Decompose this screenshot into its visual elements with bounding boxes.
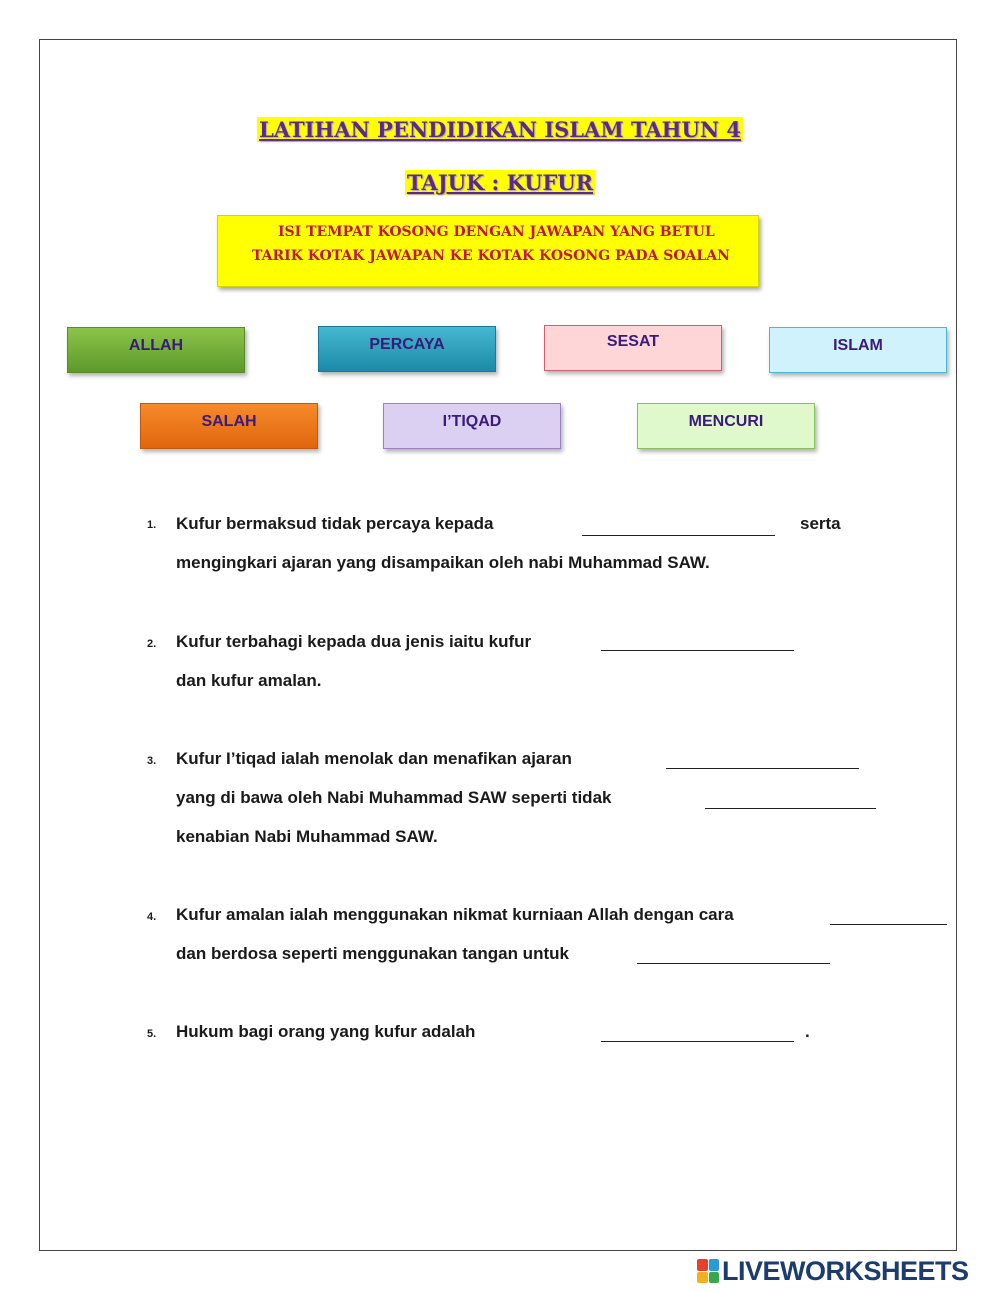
answer-chip-itiqad[interactable]: I’TIQAD <box>383 403 561 449</box>
question-3-blank-1[interactable] <box>666 768 859 769</box>
instruction-line-1: ISI TEMPAT KOSONG DENGAN JAWAPAN YANG BETUL <box>278 224 715 240</box>
answer-chip-sesat[interactable]: SESAT <box>544 325 722 371</box>
question-3-text-b: yang di bawa oleh Nabi Muhammad SAW seperti tidak <box>176 788 612 807</box>
question-4-number: 4. <box>147 911 157 923</box>
question-5-text-a: Hukum bagi orang yang kufur adalah <box>176 1022 476 1041</box>
question-3-blank-2[interactable] <box>705 808 876 809</box>
answer-chip-islam[interactable]: ISLAM <box>769 327 947 373</box>
instruction-box <box>217 215 759 287</box>
answer-chip-allah[interactable]: ALLAH <box>67 327 245 373</box>
question-5-number: 5. <box>147 1028 157 1040</box>
worksheet-topic: TAJUK : KUFUR <box>406 170 594 195</box>
question-3-text-c: kenabian Nabi Muhammad SAW. <box>176 827 438 846</box>
question-1-number: 1. <box>147 519 157 531</box>
question-4-text-a: Kufur amalan ialah menggunakan nikmat kurniaan Allah dengan cara <box>176 905 734 924</box>
question-5-blank-1[interactable] <box>601 1041 794 1042</box>
answer-chip-percaya[interactable]: PERCAYA <box>318 326 496 372</box>
answer-chip-mencuri[interactable]: MENCURI <box>637 403 815 449</box>
question-3-number: 3. <box>147 755 157 767</box>
liveworksheets-logo <box>697 1256 969 1286</box>
question-1-text-c: mengingkari ajaran yang disampaikan oleh nabi Muhammad SAW. <box>176 553 710 572</box>
question-2-text-b: dan kufur amalan. <box>176 671 322 690</box>
worksheet-title: LATIHAN PENDIDIKAN ISLAM TAHUN 4 <box>259 117 741 142</box>
instruction-line-2: TARIK KOTAK JAWAPAN KE KOTAK KOSONG PADA SOALAN <box>252 248 730 264</box>
question-1-blank-1[interactable] <box>582 535 775 536</box>
answer-chip-salah[interactable]: SALAH <box>140 403 318 449</box>
question-4-blank-1[interactable] <box>830 924 947 925</box>
question-2-number: 2. <box>147 638 157 650</box>
liveworksheets-logo-text: LIVEWORKSHEETS <box>722 1255 969 1286</box>
question-2-blank-1[interactable] <box>601 650 794 651</box>
question-3-text-a: Kufur I’tiqad ialah menolak dan menafikan ajaran <box>176 749 572 768</box>
question-4-text-b: dan berdosa seperti menggunakan tangan untuk <box>176 944 569 963</box>
question-4-blank-2[interactable] <box>637 963 830 964</box>
question-1-text-b: serta <box>800 514 841 533</box>
question-5-text-b: . <box>805 1022 810 1041</box>
question-2-text-a: Kufur terbahagi kepada dua jenis iaitu kufur <box>176 632 532 651</box>
liveworksheets-logo-icon <box>697 1259 719 1283</box>
question-1-text-a: Kufur bermaksud tidak percaya kepada <box>176 514 494 533</box>
